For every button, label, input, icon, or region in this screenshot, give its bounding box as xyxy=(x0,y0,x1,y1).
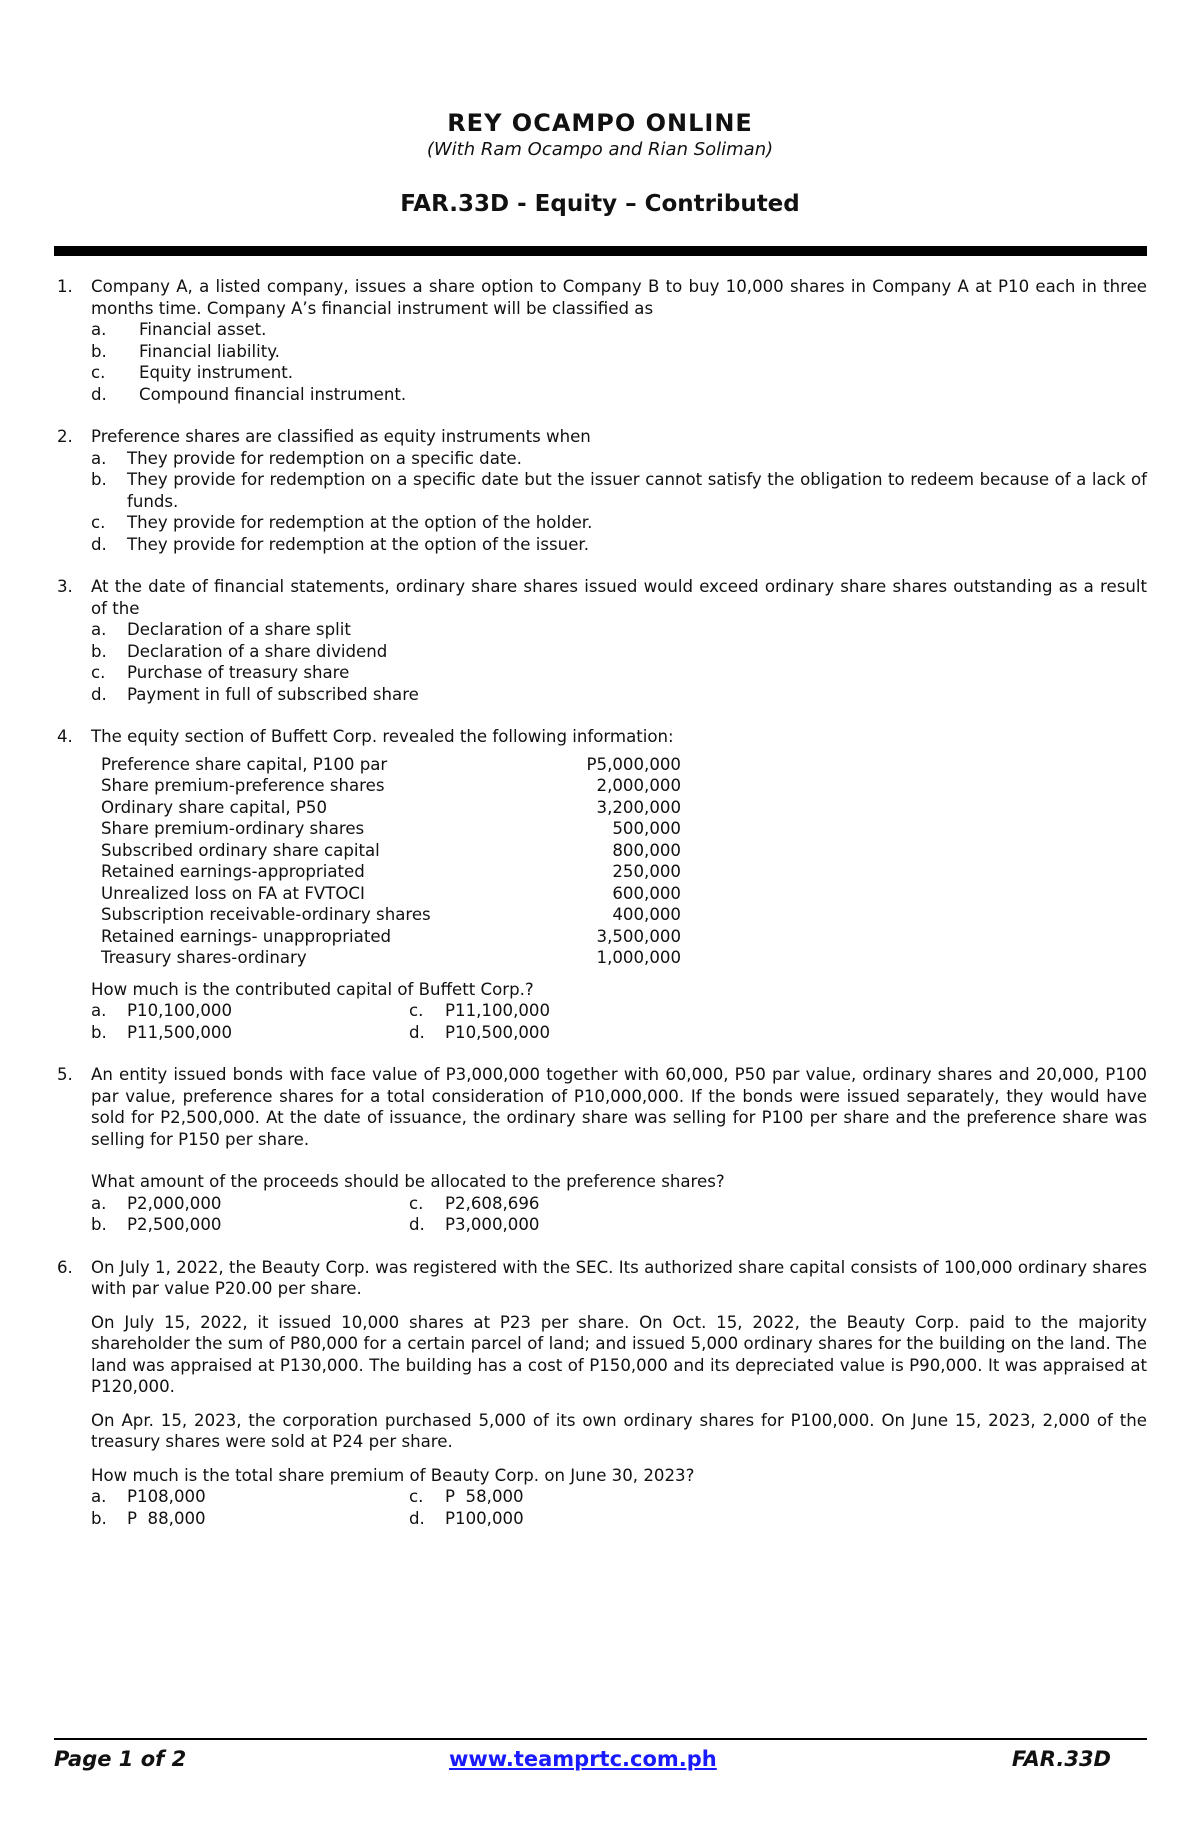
option-item: c. They provide for redemption at the option of the holder. xyxy=(91,513,593,532)
question-number: 4. xyxy=(57,727,73,746)
page-number: Page 1 of 2 xyxy=(54,1747,187,1771)
option-item: c. Equity instrument. xyxy=(91,363,294,382)
option-item: c. P2,608,696 xyxy=(409,1193,540,1213)
website-link[interactable]: www.teamprtc.com.ph xyxy=(449,1747,717,1771)
option-item: b. Financial liability. xyxy=(91,341,280,361)
page-footer xyxy=(54,1744,1147,1774)
option-item: c. Purchase of treasury share xyxy=(91,663,350,682)
option-item: a. P10,100,000 xyxy=(91,1001,233,1020)
option-item: b. They provide for redemption on a specific date but the issuer cannot satisfy the obligation to redeem because of a lack of funds. xyxy=(91,470,1147,511)
organization-subtitle: (With Ram Ocampo and Rian Soliman) xyxy=(426,139,774,160)
question-1 xyxy=(54,276,1147,405)
footer-divider xyxy=(54,1738,1147,1740)
table-row: Retained earnings- unappropriated 3,500,000 xyxy=(101,926,681,946)
table-row: Subscription receivable-ordinary shares 400,000 xyxy=(101,905,681,924)
document-code: FAR.33D xyxy=(1011,1747,1111,1771)
question-paragraph: On Apr. 15, 2023, the corporation purchased 5,000 of its own ordinary shares for P100,000. On June 15, 2023, 2,000 of the treasury shares were sold at P24 per share. xyxy=(91,1410,1147,1451)
question-number: 2. xyxy=(57,427,73,446)
document-header xyxy=(0,108,1200,218)
table-row: Share premium-ordinary shares 500,000 xyxy=(101,819,681,838)
question-text: At the date of financial statements, ordinary share shares issued would exceed ordinary share shares outstanding as a result of the xyxy=(91,577,1147,618)
option-grid xyxy=(91,1000,1147,1043)
question-6 xyxy=(54,1257,1147,1530)
table-row: Ordinary share capital, P50 3,200,000 xyxy=(101,797,681,817)
option-list xyxy=(91,448,1147,556)
option-item: d. Payment in full of subscribed share xyxy=(91,684,419,704)
option-item: b. P2,500,000 xyxy=(91,1215,222,1234)
table-row: Treasury shares-ordinary 1,000,000 xyxy=(101,948,681,967)
option-item: a. Declaration of a share split xyxy=(91,620,351,639)
option-grid xyxy=(91,1486,1147,1529)
question-2 xyxy=(54,426,1147,555)
table-row: Retained earnings-appropriated 250,000 xyxy=(101,862,681,881)
option-item: b. Declaration of a share dividend xyxy=(91,641,388,661)
option-item: a. Financial asset. xyxy=(91,320,267,339)
question-text: Preference shares are classified as equity instruments when xyxy=(91,427,591,446)
option-item: b. P11,500,000 xyxy=(91,1022,233,1042)
option-item: d. They provide for redemption at the option of the issuer. xyxy=(91,534,589,554)
table-row: Share premium-preference shares 2,000,000 xyxy=(101,776,681,795)
question-3 xyxy=(54,576,1147,705)
question-text: On July 1, 2022, the Beauty Corp. was registered with the SEC. Its authorized share capital consists of 100,000 ordinary shares with par value P20.00 per share. xyxy=(91,1257,1147,1298)
option-list xyxy=(91,619,1147,705)
question-number: 6. xyxy=(57,1257,73,1277)
question-number: 5. xyxy=(57,1065,73,1084)
table-row: Unrealized loss on FA at FVTOCI 600,000 xyxy=(101,883,681,903)
organization-name: REY OCAMPO ONLINE xyxy=(447,109,753,137)
option-item: d. P100,000 xyxy=(409,1508,524,1528)
question-text: An entity issued bonds with face value of P3,000,000 together with 60,000, P50 par value, ordinary shares and 20,000, P100 par value, preference shares for a total consideration of P10,000,000. If the bonds were issued separately, they would have sold for P2,500,000. At the date of issuance, the ordinary share was selling for P100 per share and the preference share was selling for P150 per share. xyxy=(91,1065,1147,1149)
question-number: 1. xyxy=(57,277,73,296)
question-prompt: What amount of the proceeds should be allocated to the preference shares? xyxy=(91,1172,725,1191)
document-title: FAR.33D - Equity – Contributed xyxy=(400,191,800,217)
question-text: Company A, a listed company, issues a share option to Company B to buy 10,000 shares in Company A at P10 each in three months time. Company A’s financial instrument will be classified as xyxy=(91,277,1147,318)
option-item: c. P11,100,000 xyxy=(409,1001,551,1020)
question-4 xyxy=(54,726,1147,1043)
option-item: a. They provide for redemption on a specific date. xyxy=(91,448,522,468)
header-divider xyxy=(54,246,1147,256)
question-5 xyxy=(54,1064,1147,1236)
option-item: d. Compound financial instrument. xyxy=(91,384,407,404)
option-item: a. P2,000,000 xyxy=(91,1193,222,1213)
question-prompt: How much is the total share premium of Beauty Corp. on June 30, 2023? xyxy=(91,1465,695,1485)
option-grid xyxy=(91,1193,1147,1236)
question-number: 3. xyxy=(57,577,73,596)
option-item: d. P10,500,000 xyxy=(409,1022,551,1042)
option-item: c. P 58,000 xyxy=(409,1487,524,1506)
option-item: a. P108,000 xyxy=(91,1487,206,1506)
option-item: d. P3,000,000 xyxy=(409,1215,540,1234)
equity-table xyxy=(101,754,681,969)
table-row: Subscribed ordinary share capital 800,000 xyxy=(101,840,681,860)
table-row: Preference share capital, P100 par P5,000,000 xyxy=(101,754,681,774)
question-text: The equity section of Buffett Corp. revealed the following information: xyxy=(91,727,674,746)
question-paragraph: On July 15, 2022, it issued 10,000 shares at P23 per share. On Oct. 15, 2022, the Beauty Corp. paid to the majority shareholder the sum of P80,000 for a certain parcel of land; and issued 5,000 ordinary shares for the building on the land. The land was appraised at P130,000. The building has a cost of P150,000 and its depreciated value is P90,000. It was appraised at P120,000. xyxy=(91,1312,1147,1396)
question-prompt: How much is the contributed capital of Buffett Corp.? xyxy=(91,979,534,999)
option-item: b. P 88,000 xyxy=(91,1508,206,1528)
questions-section xyxy=(54,276,1147,1550)
option-list xyxy=(91,319,1147,405)
